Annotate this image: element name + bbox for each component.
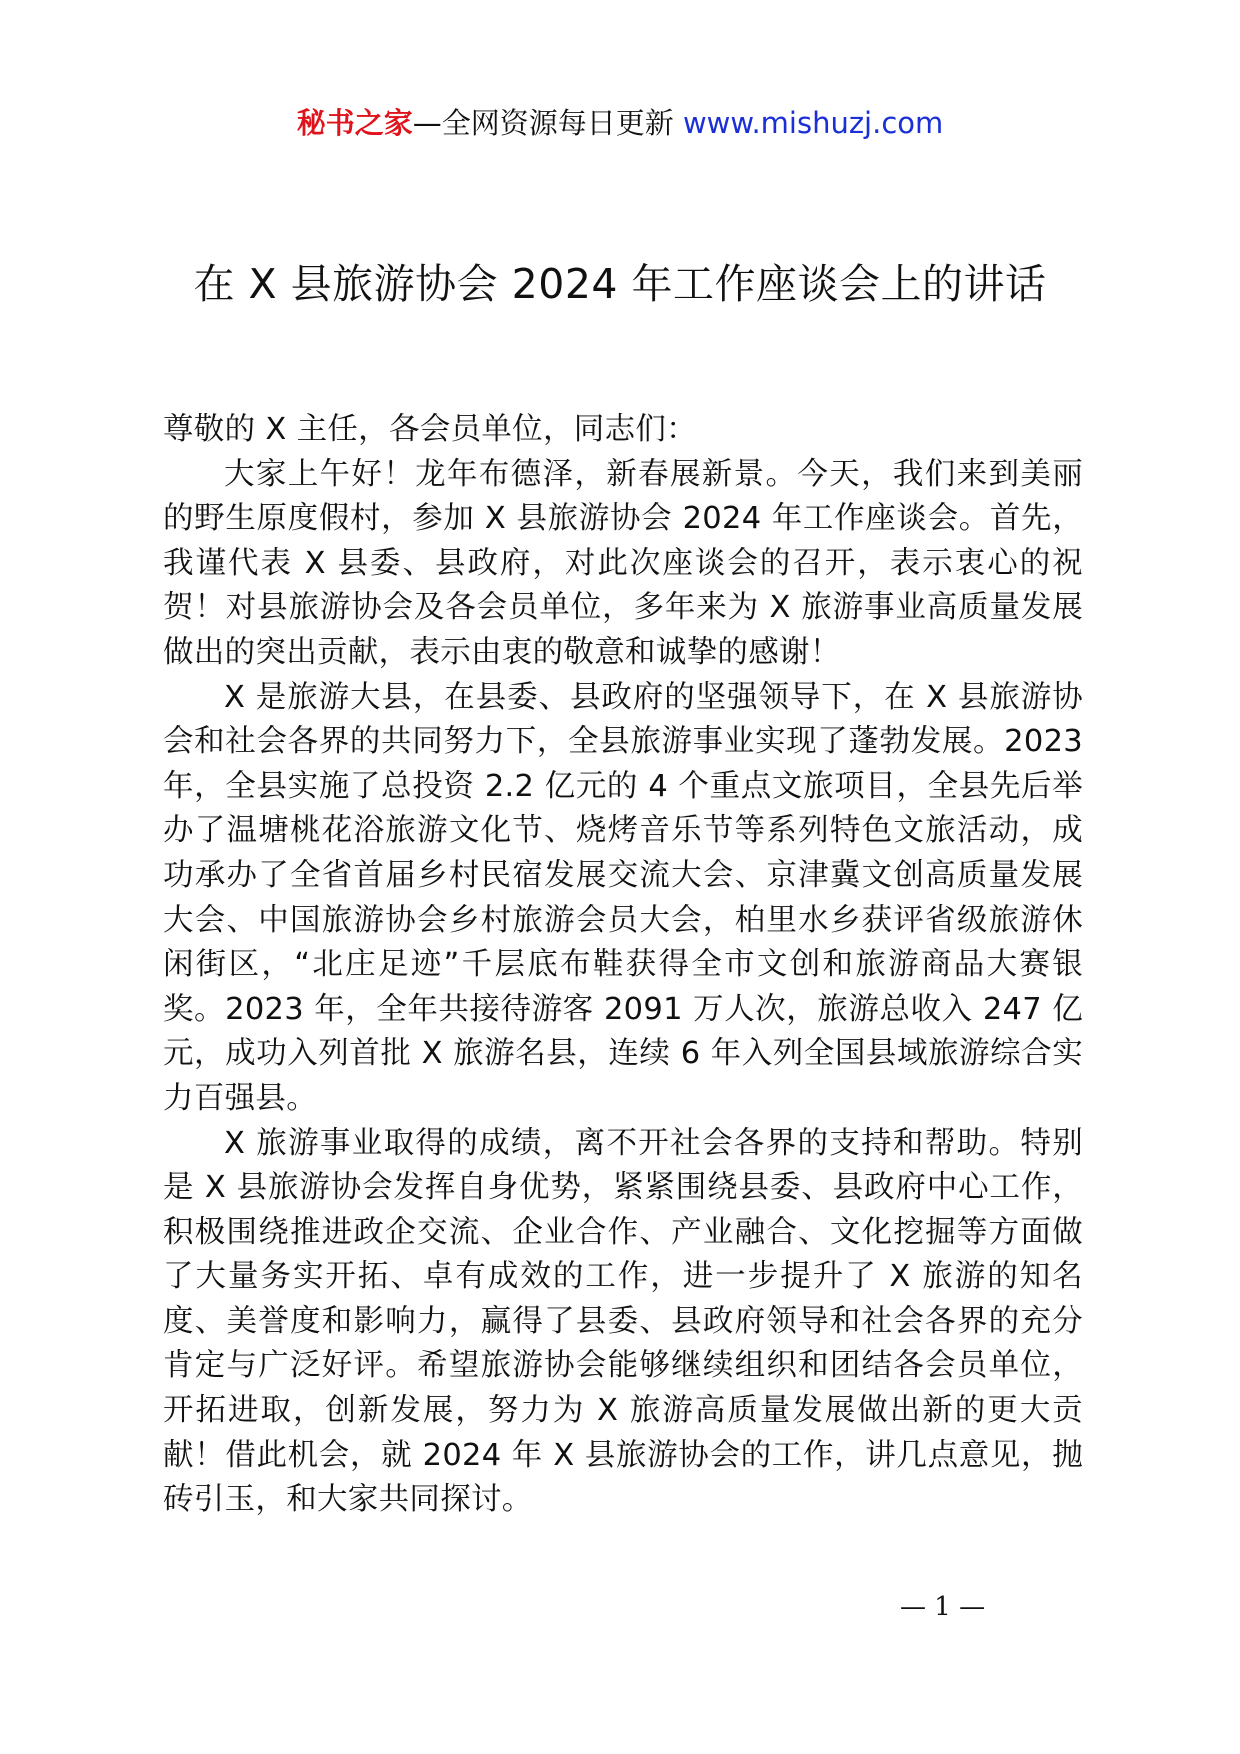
site-url-link[interactable]: www.mishuzj.com [682, 106, 944, 140]
site-header [0, 103, 1240, 143]
document-title: 在 X 县旅游协会 2024 年工作座谈会上的讲话 [193, 260, 1047, 308]
paragraph: X 旅游事业取得的成绩，离不开社会各界的支持和帮助。特别是 X 县旅游协会发挥自身优势，紧紧围绕县委、县政府中心工作，积极围绕推进政企交流、企业合作、产业融合、文化挖掘等方面做了大量务实开拓、卓有成效的工作，进一步提升了 X 旅游的知名度、美誉度和影响力，赢得了县委、县政府领导和社会各界的充分肯定与广泛好评。希望旅游协会能够继续组织和团结各会员单位，开拓进取，创新发展，努力为 X 旅游高质量发展做出新的更大贡献！借此机会，就 2024 年 X 县旅游协会的工作，讲几点意见，抛砖引玉，和大家共同探讨。 [163, 1125, 1083, 1518]
page-number: — 1 — [900, 1592, 986, 1622]
salutation: 尊敬的 X 主任，各会员单位，同志们： [163, 412, 697, 447]
brand-name: 秘书之家 [296, 106, 413, 140]
paragraph: X 是旅游大县，在县委、县政府的坚强领导下，在 X 县旅游协会和社会各界的共同努力下，全县旅游事业实现了蓬勃发展。2023 年，全县实施了总投资 2.2 亿元的 4 个重点文旅项目，全县先后举办了温塘桃花浴旅游文化节、烧烤音乐节等系列特色文旅活动，成功承办了全省首届乡村民宿发展交流大会、京津冀文创高质量发展大会、中国旅游协会乡村旅游会员大会，柏里水乡获评省级旅游休闲街区，“北庄足迹”千层底布鞋获得全市文创和旅游商品大赛银奖。2023 年，全年共接待游客 2091 万人次，旅游总收入 247 亿元，成功入列首批 X 旅游名县，连续 6 年入列全国县域旅游综合实力百强县。 [163, 679, 1083, 1116]
header-tagline: —全网资源每日更新 [412, 106, 674, 140]
document-body [163, 408, 1083, 1523]
paragraph: 大家上午好！龙年布德泽，新春展新景。今天，我们来到美丽的野生原度假村，参加 X 县旅游协会 2024 年工作座谈会。首先，我谨代表 X 县委、县政府，对此次座谈会的召开，表示衷心的祝贺！对县旅游协会及各会员单位，多年来为 X 旅游事业高质量发展做出的突出贡献，表示由衷的敬意和诚挚的感谢！ [163, 456, 1083, 670]
